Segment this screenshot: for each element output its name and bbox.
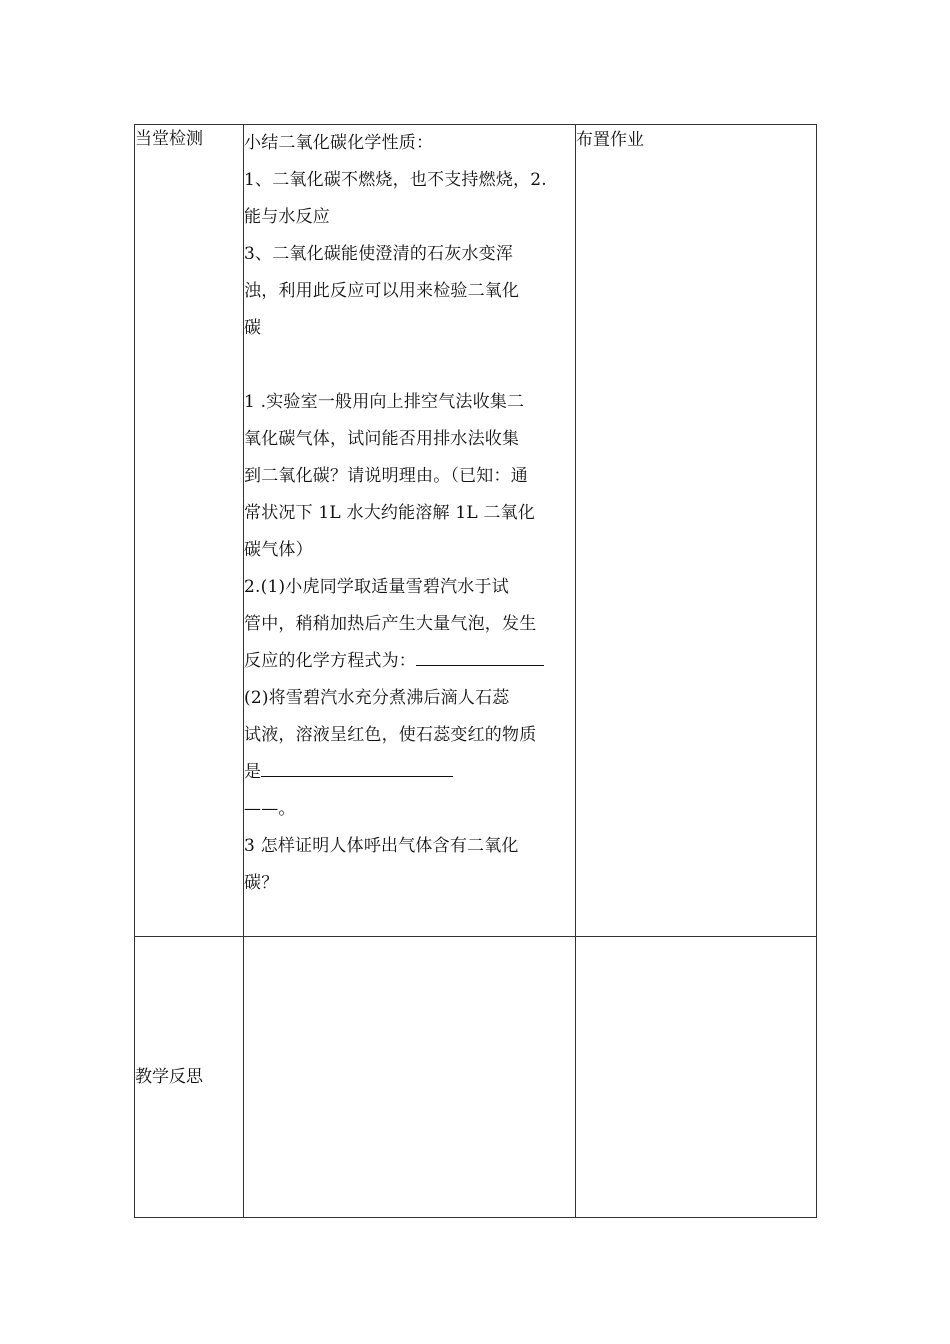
in-class-test-content [244,125,576,937]
content-line: (2)将雪碧汽水充分煮沸后滴人石蕊 [244,688,510,708]
content-line: 碳气体） [244,540,313,560]
equation-prompt: 反应的化学方程式为： [244,651,416,671]
lesson-table [134,124,817,1218]
content-line: 管中，稍稍加热后产生大量气泡，发生 [244,614,537,634]
content-line: 3 怎样证明人体呼出气体含有二氧化 [244,836,519,856]
content-line: 1 .实验室一般用向上排空气法收集二 [244,392,525,412]
content-line: 3、二氧化碳能使澄清的石灰水变浑 [244,244,514,264]
content-line-with-blank [244,754,575,791]
content-line: 2.(1)小虎同学取适量雪碧汽水于试 [244,577,509,597]
blank-spacer [244,347,575,384]
row-label-teaching-reflection: 教学反思 [135,937,244,1218]
content-line: ——。 [244,799,296,819]
content-line: 碳 [244,318,262,338]
content-line: 试液，溶液呈红色，使石蕊变红的物质 [244,725,537,745]
content-line: 氧化碳气体，试问能否用排水法收集 [244,429,520,449]
answer-blank [261,756,453,777]
content-line: 1、二氧化碳不燃烧，也不支持燃烧，2. [244,170,547,190]
substance-prompt: 是 [244,762,262,782]
teaching-reflection-content [244,937,576,1218]
table-row [135,125,817,937]
content-line: 浊，利用此反应可以用来检验二氧化 [244,281,520,301]
content-line: 到二氧化碳？请说明理由。（已知：通 [244,466,528,486]
content-line: 能与水反应 [244,207,330,227]
row-label-in-class-test: 当堂检测 [135,125,244,937]
table-row [135,937,817,1218]
teaching-reflection-right [576,937,817,1218]
content-line: 小结二氧化碳化学性质： [244,133,434,153]
content-line: 常状况下 1L 水大约能溶解 1L 二氧化 [244,503,536,523]
homework-label: 布置作业 [576,130,644,150]
answer-blank [416,645,544,666]
content-line: 碳？ [244,873,279,893]
homework-cell [576,125,817,937]
content-line-with-blank [244,643,575,680]
